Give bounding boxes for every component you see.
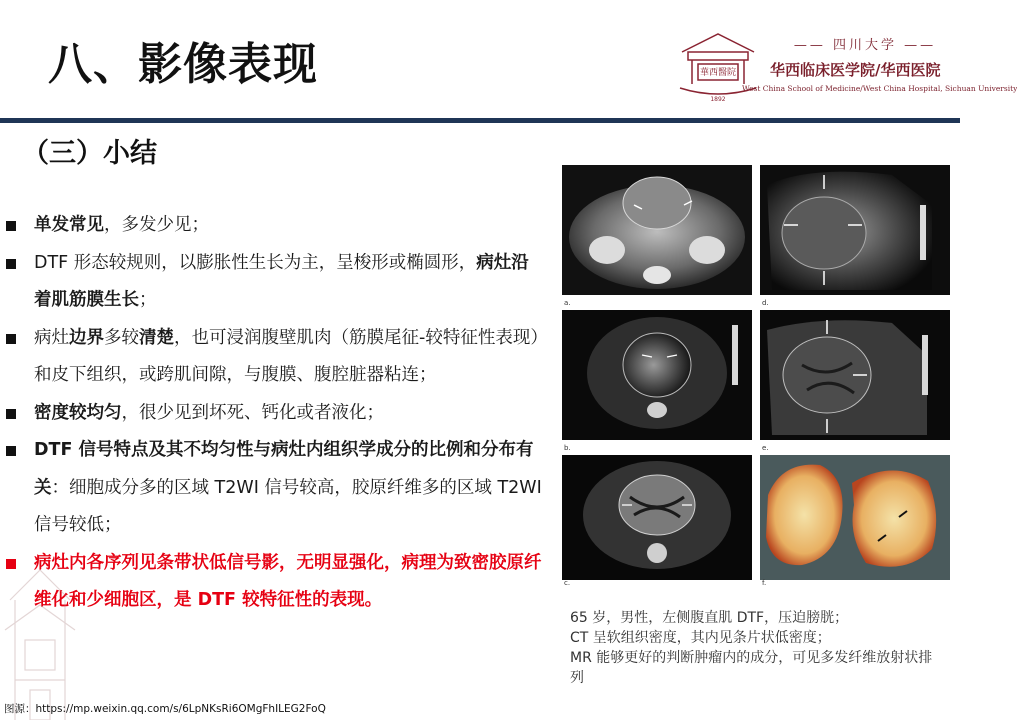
section-subtitle: （三）小结 [22,138,157,169]
bullet-bold-text: 清楚 [139,327,174,348]
caption-line-1: 65 岁，男性，左侧腹直肌 DTF，压迫膀胱； [570,610,849,626]
summary-bullet-item [6,320,546,395]
watermark-building-illustration [0,540,80,720]
bullet-bold-text: 病灶内各序列见条带状低信号影，无明显强化，病理为致密胶原纤维化和少细胞区，是 DTF 较特征性的表现。 [34,552,542,610]
panel-c-mr-image [562,455,752,580]
school-name-block [742,34,1017,93]
slide-title: 八、影像表现 [48,39,318,90]
bullet-text: ，多发少见； [104,215,209,235]
school-line-hospital: 华西临床医学院/华西医院 [770,61,941,79]
figure-caption [570,608,942,688]
source-credit [4,701,326,716]
svg-text:華西醫院: 華西醫院 [699,68,737,78]
bullet-bold-text: 单发常见 [34,215,104,235]
panel-d-mr-image [760,165,950,295]
school-line-university: —— 四川大学 —— [793,38,937,53]
caption-line-3: MR 能够更好的判断肿瘤内的成分，可见多发纤维放射状排列 [570,650,933,686]
source-label: 图源： [4,703,36,715]
summary-bullet-list [6,207,546,620]
bullet-text: ，很少见到坏死、钙化或者液化； [121,402,384,423]
panel-f-pathology-photo [760,455,950,580]
panel-a-ct-image [562,165,752,295]
header-divider [0,118,960,123]
panel-d-label: d. [762,299,769,307]
bullet-bold-text: 病灶沿着肌筋膜生长 [34,252,529,310]
bullet-text: ； [139,290,157,310]
bullet-square-icon [6,221,16,231]
panel-e-label: e. [762,444,769,452]
panel-e-mr-image [760,310,950,440]
panel-b-label: b. [564,444,571,452]
bullet-square-icon [6,446,16,456]
bullet-bold-text: 边界 [69,327,104,348]
caption-line-2: CT 呈软组织密度，其内见条片状低密度； [570,630,831,646]
summary-bullet-item [6,432,546,545]
bullet-text: ，也可浸润腹壁肌肉（筋膜尾征-较特征性表现）和皮下组织，或跨肌间隙，与腹膜、腹腔脏器粘连； [34,327,540,385]
panel-b-mr-image [562,310,752,440]
bullet-bold-text: DTF 信号特点及其不均匀性与病灶内组织学成分的比例和分布有关 [34,440,534,498]
bullet-square-icon [6,259,16,269]
panel-a-label: a. [564,299,571,307]
bullet-square-icon [6,409,16,419]
summary-bullet-item [6,245,546,320]
panel-f-label: f. [762,579,767,587]
imaging-figure-panels [562,165,950,585]
summary-bullet-item [6,395,546,433]
bullet-text: 多较 [104,327,139,348]
panel-c-label: c. [564,579,571,587]
source-url: https://mp.weixin.qq.com/s/6LpNKsRi6OMgFhILEG2FoQ [35,703,326,715]
summary-bullet-item [6,545,546,620]
bullet-text: DTF 形态较规则，以膨胀性生长为主，呈梭形或椭圆形， [34,252,477,273]
bullet-text: ：细胞成分多的区域 T2WI 信号较高，胶原纤维多的区域 T2WI 信号较低； [34,477,542,535]
bullet-text: 病灶 [34,327,69,348]
summary-bullet-item [6,207,546,245]
school-line-english: West China School of Medicine/West China Hospital, Sichuan University [742,84,1017,93]
svg-text:1892: 1892 [710,96,726,103]
bullet-square-icon [6,334,16,344]
bullet-bold-text: 密度较均匀 [34,402,122,423]
